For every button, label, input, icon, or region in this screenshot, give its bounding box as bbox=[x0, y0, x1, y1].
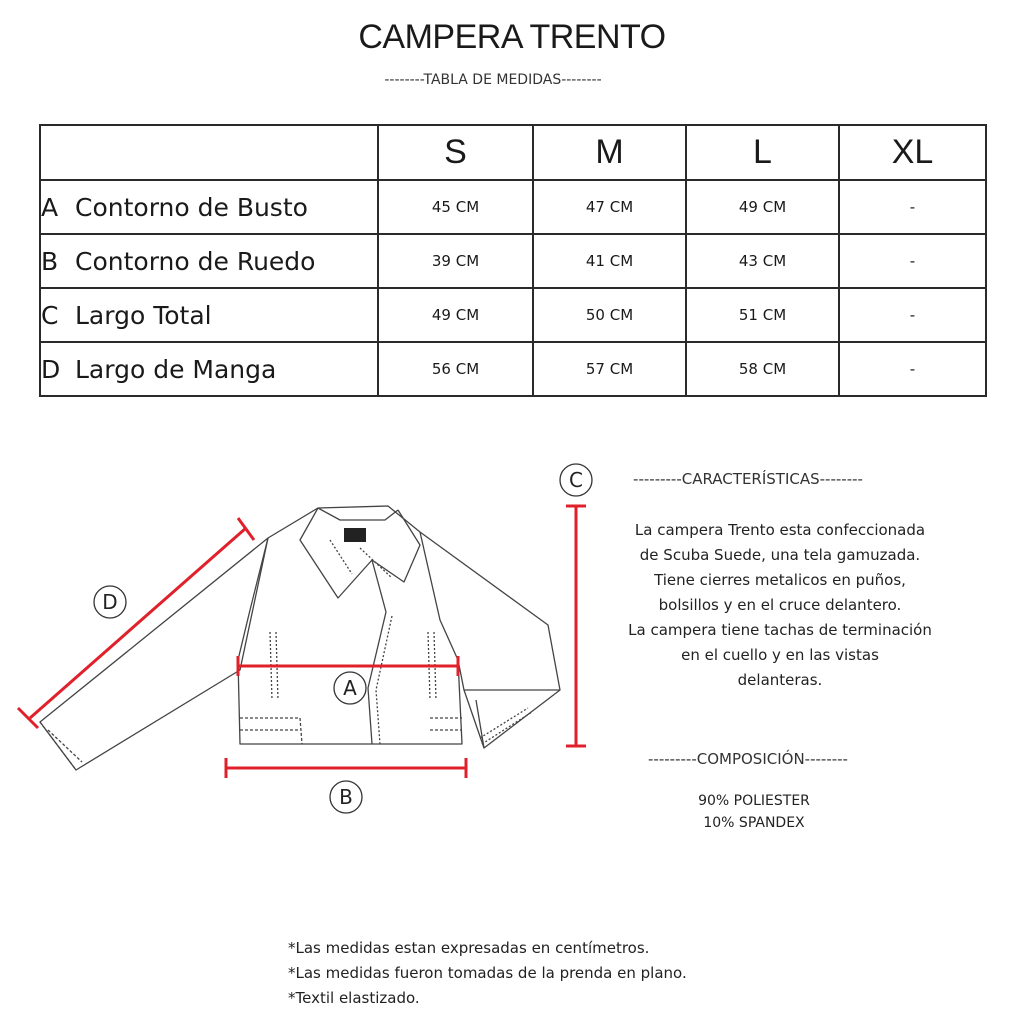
row-name: Largo Total bbox=[75, 300, 212, 330]
cell-value: 57 CM bbox=[533, 342, 686, 396]
measure-line-d bbox=[30, 528, 246, 718]
cell-value: 58 CM bbox=[686, 342, 839, 396]
jacket-right-sleeve bbox=[420, 532, 560, 748]
row-label bbox=[40, 288, 378, 342]
table-row-b bbox=[40, 234, 986, 288]
jacket-left-cuff bbox=[40, 722, 82, 770]
cell-value: 45 CM bbox=[378, 180, 533, 234]
jacket-diagram bbox=[0, 420, 620, 840]
jacket-cuff-zipper bbox=[480, 708, 532, 744]
row-name: Contorno de Busto bbox=[75, 192, 308, 222]
caracteristicas-line: Tiene cierres metalicos en puños, bbox=[654, 571, 906, 589]
row-label bbox=[40, 342, 378, 396]
jacket-front-zipper-stitch bbox=[376, 616, 392, 744]
caracteristicas-line: bolsillos y en el cruce delantero. bbox=[658, 596, 902, 614]
footnote: *Textil elastizado. bbox=[288, 989, 420, 1007]
cell-value: 39 CM bbox=[378, 234, 533, 288]
row-letter: B bbox=[41, 246, 59, 276]
jacket-hem-right bbox=[430, 718, 462, 730]
row-letter: A bbox=[41, 192, 59, 222]
label-d: D bbox=[102, 590, 118, 614]
jacket-hem bbox=[240, 718, 302, 744]
composicion-text bbox=[604, 790, 904, 834]
composicion-heading: ---------COMPOSICIÓN-------- bbox=[648, 750, 848, 768]
caracteristicas-line: en el cuello y en las vistas bbox=[681, 646, 879, 664]
page-subtitle: --------TABLA DE MEDIDAS-------- bbox=[384, 72, 602, 88]
measure-tick-d-start bbox=[18, 708, 38, 728]
label-c: C bbox=[569, 468, 583, 492]
table-row-c bbox=[40, 288, 986, 342]
page-title: CAMPERA TRENTO bbox=[358, 18, 666, 56]
label-a: A bbox=[343, 676, 357, 700]
cell-value: - bbox=[839, 234, 986, 288]
cell-value: 51 CM bbox=[686, 288, 839, 342]
cell-value: 49 CM bbox=[686, 180, 839, 234]
header-empty-cell bbox=[40, 125, 378, 180]
caracteristicas-line: delanteras. bbox=[737, 671, 823, 689]
jacket-left-sleeve bbox=[40, 538, 268, 770]
row-label bbox=[40, 234, 378, 288]
row-letter: D bbox=[41, 354, 61, 384]
cell-value: 43 CM bbox=[686, 234, 839, 288]
caracteristicas-line: de Scuba Suede, una tela gamuzada. bbox=[639, 546, 921, 564]
jacket-lapel-right bbox=[372, 510, 420, 582]
jacket-drawing bbox=[40, 506, 560, 770]
cell-value: 49 CM bbox=[378, 288, 533, 342]
cell-value: 50 CM bbox=[533, 288, 686, 342]
measure-labels bbox=[94, 464, 592, 813]
table-row-a bbox=[40, 180, 986, 234]
row-label bbox=[40, 180, 378, 234]
label-b: B bbox=[339, 785, 353, 809]
jacket-right-cuff bbox=[464, 690, 560, 748]
jacket-front-zipper bbox=[368, 612, 386, 744]
caracteristicas-text bbox=[600, 518, 960, 693]
table-row-d bbox=[40, 342, 986, 396]
footnote: *Las medidas estan expresadas en centímetros. bbox=[288, 939, 650, 957]
row-name: Contorno de Ruedo bbox=[75, 246, 316, 276]
jacket-collar bbox=[300, 508, 398, 612]
size-header-s: S bbox=[378, 125, 533, 180]
composicion-line: 10% SPANDEX bbox=[703, 815, 805, 831]
cell-value: - bbox=[839, 180, 986, 234]
size-table-header bbox=[40, 125, 986, 180]
cell-value: 56 CM bbox=[378, 342, 533, 396]
measure-lines bbox=[18, 506, 586, 778]
jacket-label-tag bbox=[344, 528, 366, 542]
caracteristicas-line: La campera tiene tachas de terminación bbox=[628, 621, 932, 639]
size-header-l: L bbox=[686, 125, 839, 180]
cell-value: - bbox=[839, 288, 986, 342]
caracteristicas-line: La campera Trento esta confeccionada bbox=[634, 521, 926, 539]
footnote: *Las medidas fueron tomadas de la prenda en plano. bbox=[288, 964, 687, 982]
measure-tick-d-end bbox=[238, 518, 254, 540]
cell-value: - bbox=[839, 342, 986, 396]
size-header-m: M bbox=[533, 125, 686, 180]
composicion-line: 90% POLIESTER bbox=[698, 793, 810, 809]
cell-value: 47 CM bbox=[533, 180, 686, 234]
footnotes bbox=[288, 936, 888, 1011]
size-header-xl: XL bbox=[839, 125, 986, 180]
row-name: Largo de Manga bbox=[75, 354, 277, 384]
cell-value: 41 CM bbox=[533, 234, 686, 288]
caracteristicas-heading: ---------CARACTERÍSTICAS-------- bbox=[633, 470, 863, 488]
row-letter: C bbox=[41, 300, 59, 330]
size-table bbox=[39, 124, 987, 397]
